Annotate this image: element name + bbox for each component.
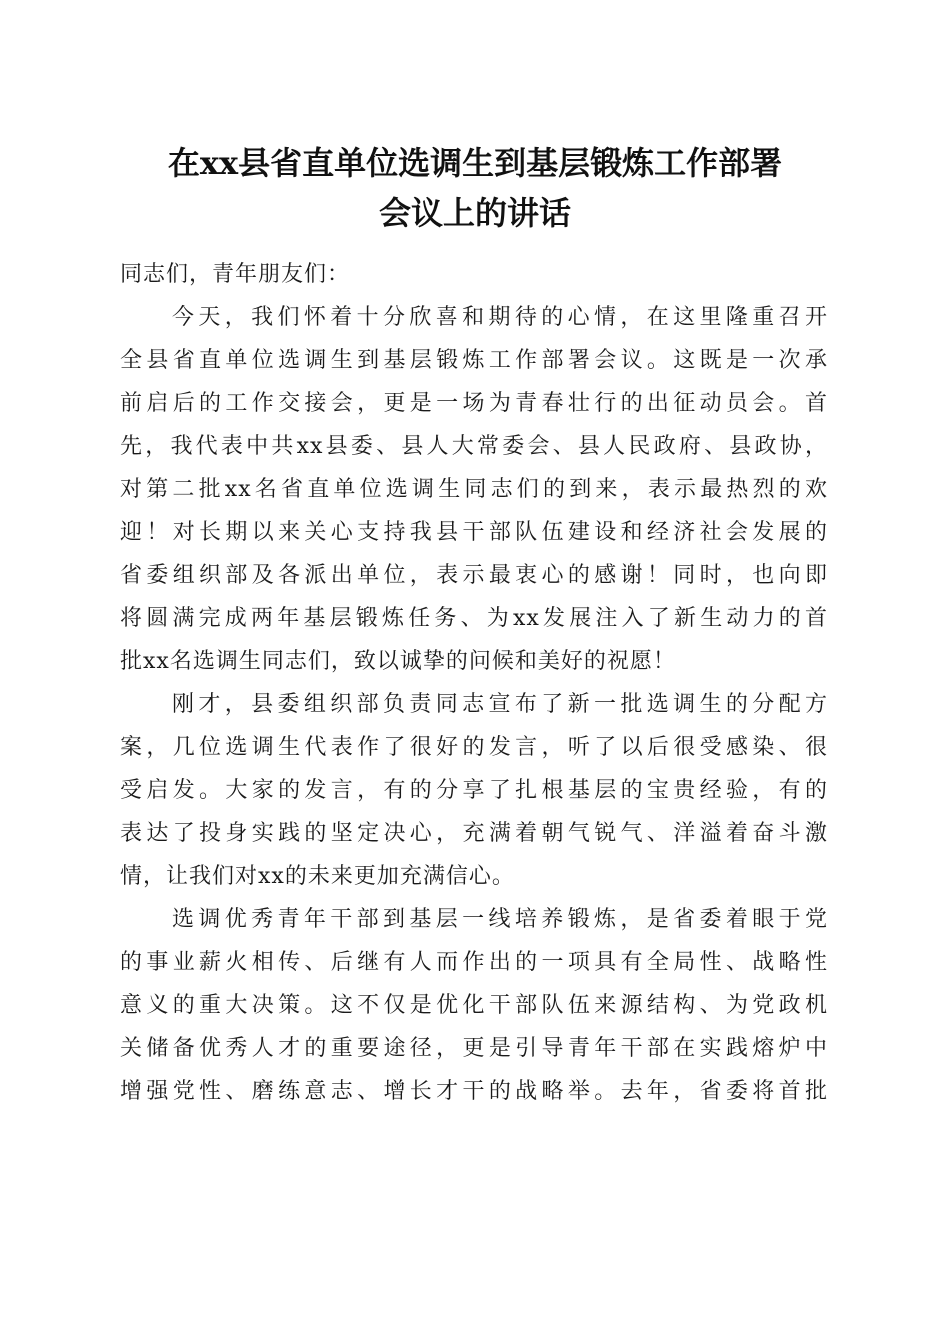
- paragraph-line: 案，几位选调生代表作了很好的发言，听了以后很受感染、很: [120, 735, 828, 760]
- paragraph-line: 情，让我们对xx的未来更加充满信心。: [120, 864, 515, 889]
- paragraph-line: 刚才，县委组织部负责同志宣布了新一批选调生的分配方: [172, 692, 828, 717]
- paragraph-line: 增强党性、磨练意志、增长才干的战略举。去年，省委将首批: [120, 1079, 828, 1104]
- paragraph-line: 省委组织部及各派出单位，表示最衷心的感谢！同时，也向即: [120, 563, 828, 588]
- paragraph-line: 迎！对长期以来关心支持我县干部队伍建设和经济社会发展的: [120, 520, 828, 545]
- paragraph-1: [120, 296, 828, 683]
- title-line-2: 会议上的讲话: [378, 194, 571, 232]
- paragraph-line: 将圆满完成两年基层锻炼任务、为xx发展注入了新生动力的首: [120, 606, 828, 631]
- paragraph-line: 选调优秀青年干部到基层一线培养锻炼，是省委着眼于党: [172, 907, 828, 932]
- paragraph-line: 对第二批xx名省直单位选调生同志们的到来，表示最热烈的欢: [120, 477, 828, 502]
- paragraph-line: 关储备优秀人才的重要途径，更是引导青年干部在实践熔炉中: [120, 1036, 828, 1061]
- document-body: [120, 254, 828, 1113]
- document-title: [100, 138, 850, 238]
- paragraph-line: 全县省直单位选调生到基层锻炼工作部署会议。这既是一次承: [120, 348, 828, 373]
- paragraph-line: 批xx名选调生同志们，致以诚挚的问候和美好的祝愿！: [120, 649, 676, 674]
- paragraph-3: [120, 898, 828, 1113]
- title-line-1: 在xx县省直单位选调生到基层锻炼工作部署: [167, 144, 783, 182]
- paragraph-line: 受启发。大家的发言，有的分享了扎根基层的宝贵经验，有的: [120, 778, 828, 803]
- paragraph-line: 前启后的工作交接会，更是一场为青春壮行的出征动员会。首: [120, 391, 828, 416]
- paragraph-line: 表达了投身实践的坚定决心，充满着朝气锐气、洋溢着奋斗激: [120, 821, 828, 846]
- salutation: 同志们，青年朋友们：: [120, 262, 351, 287]
- paragraph-line: 先，我代表中共xx县委、县人大常委会、县人民政府、县政协，: [120, 434, 828, 459]
- paragraph-line: 今天，我们怀着十分欣喜和期待的心情，在这里隆重召开: [172, 305, 828, 330]
- paragraph-2: [120, 683, 828, 898]
- paragraph-line: 的事业薪火相传、后继有人而作出的一项具有全局性、战略性: [120, 950, 828, 975]
- paragraph-line: 意义的重大决策。这不仅是优化干部队伍来源结构、为党政机: [120, 993, 828, 1018]
